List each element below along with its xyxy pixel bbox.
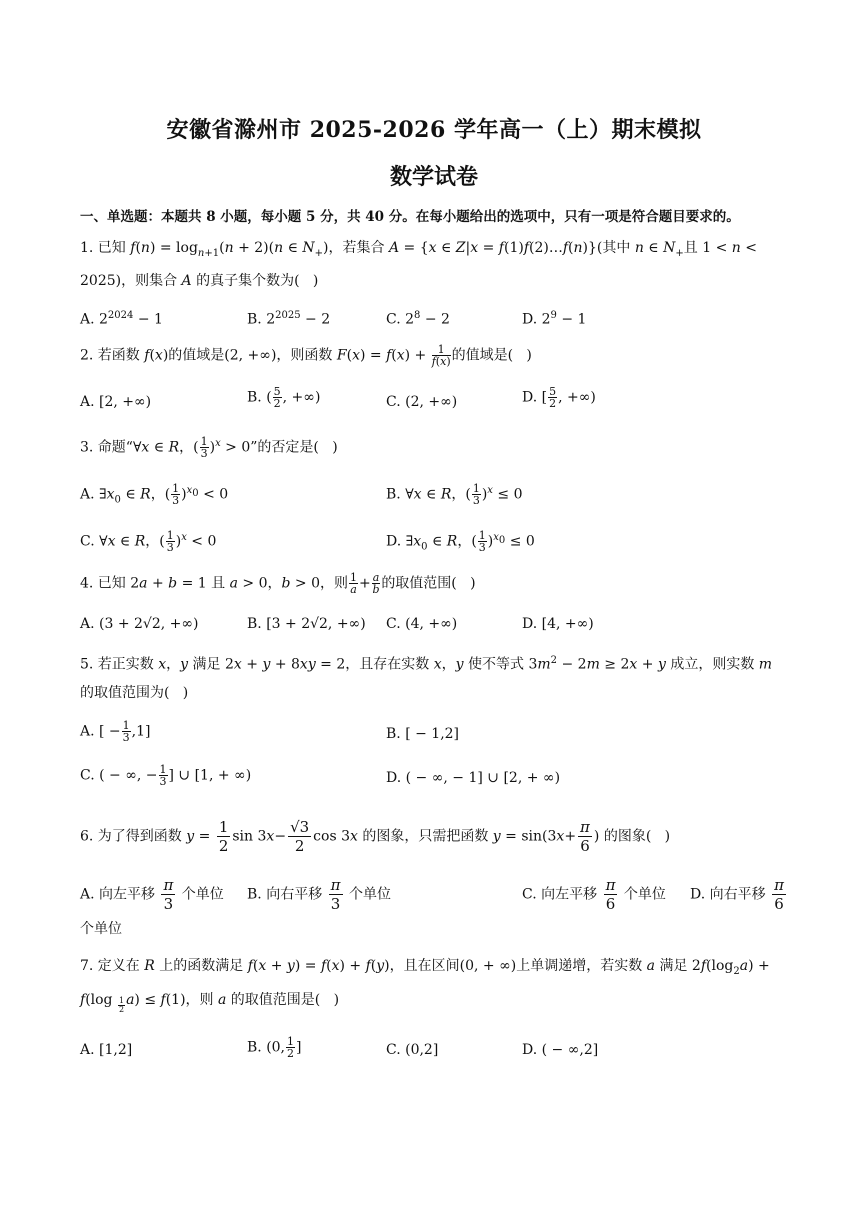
q2-option-c: C. (2, +∞) — [386, 394, 458, 410]
page-subtitle: 数学试卷 — [389, 164, 478, 190]
q4-option-c: C. (4, +∞) — [386, 616, 458, 632]
q4-option-a: A. (3 + 2√2, +∞) — [80, 616, 199, 632]
q7-option-d: D. ( − ∞,2] — [522, 1042, 599, 1058]
q3-option-a: A. $\exists x_0$ ∈ R，( $\frac{1}{3}$ )$^{x_0}$ < 0 — [80, 482, 229, 508]
q6-option-d: D. 向右平移 $\frac{\pi}{6}$ — [690, 876, 784, 913]
q6-option-a: A. 向左平移 $\frac{\pi}{3}$ 个单位 — [80, 876, 224, 913]
q1-option-c: C. $2^8 - 2$ — [386, 310, 450, 328]
q2-option-a: A. [2, +∞) — [80, 394, 152, 410]
question-3-stem: 3. 命题“∀x ∈ R，( $\frac{1}{3}$ )$^x$ > 0”的否定是( ) — [80, 435, 338, 461]
question-7-line-2: f(log $_{\frac{1}{2}}$ a) ≤ f(1)，则 a 的取值范围是( ) — [80, 992, 340, 1014]
q3-option-d: D. $\exists x_0$ ∈ R，( $\frac{1}{3}$ )$^{x_0}$ ≤ 0 — [386, 529, 535, 555]
question-2-stem: 2. 若函数 f(x)的值域是(2, +∞)，则函数 F(x) = f(x) + $\frac{1}{f(x)}$ 的值域是( ) — [80, 343, 532, 368]
q1-option-a: A. $2^{2024} - 1$ — [80, 310, 163, 328]
q1-option-d: D. $2^9 - 1$ — [522, 310, 587, 328]
question-4-stem: 4. 已知 2a + b = 1 且 a > 0，b > 0，则 $\frac{1}{a}$ + $\frac{a}{b}$ 的取值范围( ) — [80, 571, 476, 596]
q6-option-d-wrap: 个单位 — [80, 921, 122, 937]
q3-option-b: B. ∀x ∈ R，( $\frac{1}{3}$ )$^x$ ≤ 0 — [386, 482, 523, 508]
q4-option-d: D. [4, +∞) — [522, 616, 594, 632]
q6-option-c: C. 向左平移 $\frac{\pi}{6}$ 个单位 — [522, 876, 666, 913]
q6-option-b: B. 向右平移 $\frac{\pi}{3}$ 个单位 — [247, 876, 391, 913]
q5-option-b: B. [ − 1,2] — [386, 726, 460, 742]
section-heading: 一、单选题：本题共 8 小题，每小题 5 分，共 40 分。在每小题给出的选项中，只有一项是符合题目要求的。 — [80, 209, 740, 225]
q2-option-d: D. [ $\frac{5}{2}$ , +∞) — [522, 385, 596, 410]
q5-option-a: A. [ − $\frac{1}{3}$ ,1] — [80, 719, 151, 744]
q4-option-b: B. [3 + 2√2, +∞) — [247, 616, 366, 632]
question-1-line-2: 2025)，则集合 A 的真子集个数为( ) — [80, 273, 319, 289]
question-7-line-1: 7. 定义在 R 上的函数满足 f(x + y) = f(x) + f(y)，且在区间(0, + ∞)上单调递增，若实数 a 满足 $2f(\log_2a)$ + — [80, 958, 770, 977]
q7-option-a: A. [1,2] — [80, 1042, 133, 1058]
q1-option-b: B. $2^{2025} - 2$ — [247, 310, 331, 328]
question-1-line-1: 1. 已知 $f(n) = \log_{n+1}(n + 2)(n$ ∈ $N_+$)，若集合 A = {x ∈ Z|x = f(1)f(2)…f(n)}(其中 n ∈ $N_+$且 1 < n < — [80, 240, 757, 259]
question-5-line-1: 5. 若正实数 x，y 满足 2x + y + 8xy = 2，且存在实数 x，y 使不等式 $3m^2 - 2m \ge 2x + y$ 成立，则实数 m — [80, 655, 773, 673]
question-5-line-2: 的取值范围为( ) — [80, 685, 189, 701]
q2-option-b: B. ( $\frac{5}{2}$ , +∞) — [247, 385, 321, 410]
q7-option-b: B. (0, $\frac{1}{2}$ ] — [247, 1035, 302, 1060]
q7-option-c: C. (0,2] — [386, 1042, 439, 1058]
question-6-stem: 6. 为了得到函数 y = $\frac{1}{2}$ sin 3x− $\frac{√3}{2}$ cos 3x 的图象，只需把函数 y = sin(3x+ $\frac{\pi}{6}$ ) 的图象( ) — [80, 818, 671, 855]
q5-option-d: D. ( − ∞, − 1] ∪ [2, + ∞) — [386, 770, 561, 786]
q3-option-c: C. ∀x ∈ R，( $\frac{1}{3}$ )$^x$ < 0 — [80, 529, 217, 555]
q5-option-c: C. ( − ∞, − $\frac{1}{3}$ ] ∪ [1, + ∞) — [80, 763, 252, 788]
page-title: 安徽省滁州市 2025-2026 学年高一（上）期末模拟 — [166, 117, 702, 143]
